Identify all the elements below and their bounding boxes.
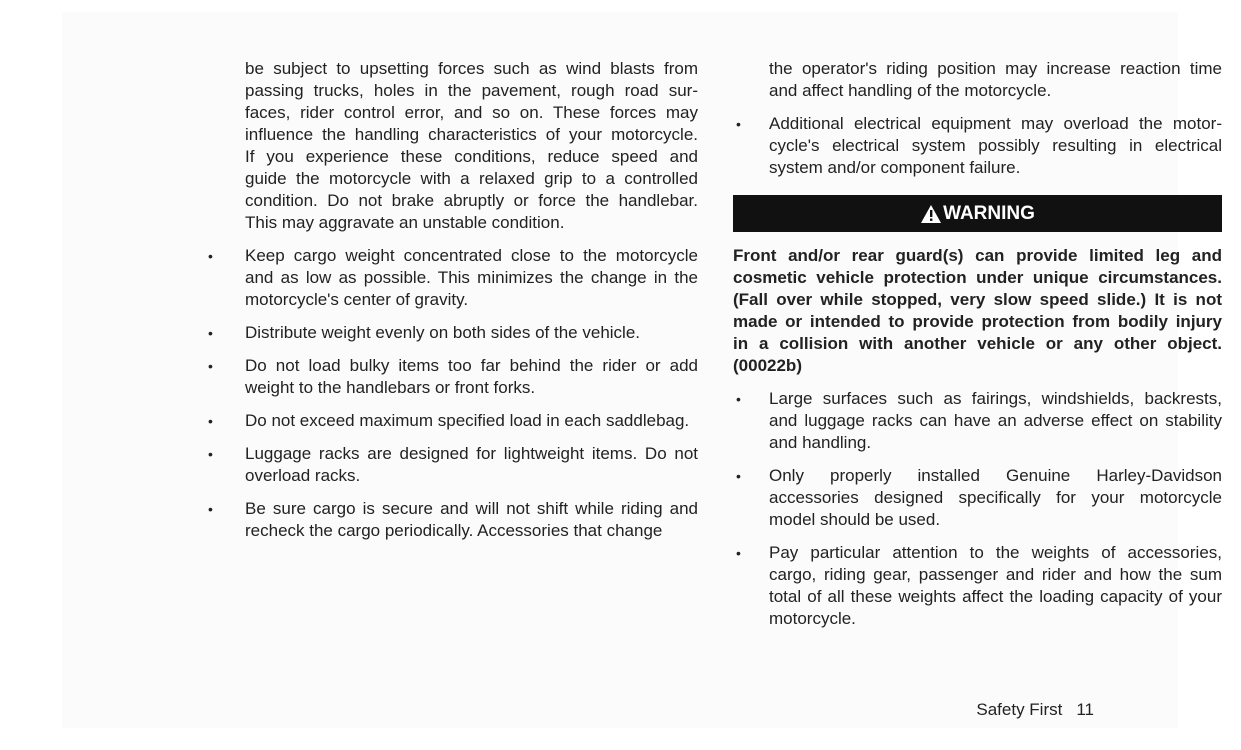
text-line: and affect handling of the motorcycle. bbox=[769, 81, 1052, 100]
text-line: (00022b) bbox=[733, 356, 802, 375]
text-line: This may aggravate an unstable condition. bbox=[245, 213, 565, 232]
warning-triangle-icon bbox=[920, 204, 942, 224]
bullet-item bbox=[736, 113, 1222, 179]
bullet-item bbox=[736, 465, 1222, 531]
text-line: influence the handling characteristics of your motorcycle. bbox=[245, 125, 698, 144]
text-line: system and/or component failure. bbox=[769, 158, 1021, 177]
text-line: condition. Do not brake abruptly or force the handlebar. bbox=[245, 191, 698, 210]
text-line: guide the motorcycle with a relaxed grip to a controlled bbox=[245, 169, 698, 188]
bullet-item bbox=[208, 355, 698, 399]
right-top-paragraphs bbox=[736, 58, 1222, 179]
text-line: made or intended to provide protection from bodily injury bbox=[733, 312, 1222, 331]
bullet-item bbox=[208, 443, 698, 487]
text-line: in a collision with another vehicle or any other object. bbox=[733, 334, 1222, 353]
bullet-item bbox=[736, 388, 1222, 454]
text-line: cycle's electrical system possibly resulting in electrical bbox=[769, 136, 1222, 155]
left-column bbox=[208, 58, 698, 553]
text-line: Only properly installed Genuine Harley-Davidson bbox=[769, 466, 1222, 485]
bullet-icon: • bbox=[736, 545, 741, 561]
bullet-item bbox=[208, 410, 698, 432]
text-line: Keep cargo weight concentrated close to the motorcycle bbox=[245, 246, 698, 265]
text-line: weight to the handlebars or front forks. bbox=[245, 378, 536, 397]
warning-text bbox=[733, 245, 1222, 377]
text-line: Do not exceed maximum specified load in each saddlebag. bbox=[245, 411, 690, 430]
text-line: passing trucks, holes in the pavement, rough road sur- bbox=[245, 81, 698, 100]
bullet-icon: • bbox=[736, 468, 741, 484]
bullet-icon: • bbox=[208, 358, 213, 374]
text-line: Front and/or rear guard(s) can provide limited leg and bbox=[733, 246, 1222, 265]
warning-label: WARNING bbox=[943, 202, 1035, 224]
text-line: model should be used. bbox=[769, 510, 941, 529]
text-line: Do not load bulky items too far behind the rider or add bbox=[245, 356, 698, 375]
page-footer bbox=[976, 699, 1094, 721]
text-line: Luggage racks are designed for lightweight items. Do not bbox=[245, 444, 698, 463]
text-line: the operator's riding position may increase reaction time bbox=[769, 59, 1222, 78]
manual-page bbox=[62, 12, 1222, 728]
bullet-icon: • bbox=[208, 501, 213, 517]
bullet-icon: • bbox=[208, 413, 213, 429]
text-line: cargo, riding gear, passenger and rider and how the sum bbox=[769, 565, 1222, 584]
paragraph bbox=[769, 58, 1222, 102]
bullet-item bbox=[208, 245, 698, 311]
bullet-icon: • bbox=[208, 446, 213, 462]
text-line: faces, rider control error, and so on. These forces may bbox=[245, 103, 698, 122]
warning-banner bbox=[733, 195, 1222, 232]
bullet-item bbox=[208, 322, 698, 344]
text-line: recheck the cargo periodically. Accessories that change bbox=[245, 521, 663, 540]
text-line: (Fall over while stopped, very slow speed slide.) It is not bbox=[733, 290, 1222, 309]
text-line: Distribute weight evenly on both sides of the vehicle. bbox=[245, 323, 641, 342]
bullet-icon: • bbox=[208, 248, 213, 264]
text-line: motorcycle's center of gravity. bbox=[245, 290, 469, 309]
bullet-icon: • bbox=[208, 325, 213, 341]
text-line: Be sure cargo is secure and will not shift while riding and bbox=[245, 499, 698, 518]
bullet-icon: • bbox=[736, 391, 741, 407]
bullet-item bbox=[208, 498, 698, 542]
bullet-item bbox=[736, 542, 1222, 630]
text-line: If you experience these conditions, reduce speed and bbox=[245, 147, 698, 166]
bullet-icon: • bbox=[736, 116, 741, 132]
text-line: Pay particular attention to the weights of accessories, bbox=[769, 543, 1222, 562]
text-line: cosmetic vehicle protection under unique circumstances. bbox=[733, 268, 1222, 287]
text-line: be subject to upsetting forces such as wind blasts from bbox=[245, 59, 698, 78]
text-line: overload racks. bbox=[245, 466, 361, 485]
text-line: accessories designed specifically for your motorcycle bbox=[769, 488, 1222, 507]
right-bottom-paragraphs bbox=[736, 388, 1222, 630]
paragraph bbox=[245, 58, 698, 234]
page-number: 11 bbox=[1076, 700, 1094, 719]
text-line: total of all these weights affect the loading capacity of your bbox=[769, 587, 1222, 606]
text-line: Large surfaces such as fairings, windshields, backrests, bbox=[769, 389, 1222, 408]
text-line: and handling. bbox=[769, 433, 872, 452]
right-column bbox=[733, 58, 1222, 641]
text-line: motorcycle. bbox=[769, 609, 856, 628]
section-title: Safety First bbox=[976, 700, 1063, 719]
text-line: and luggage racks can have an adverse effect on stability bbox=[769, 411, 1222, 430]
text-line: and as low as possible. This minimizes the change in the bbox=[245, 268, 698, 287]
text-line: Additional electrical equipment may overload the motor- bbox=[769, 114, 1222, 133]
